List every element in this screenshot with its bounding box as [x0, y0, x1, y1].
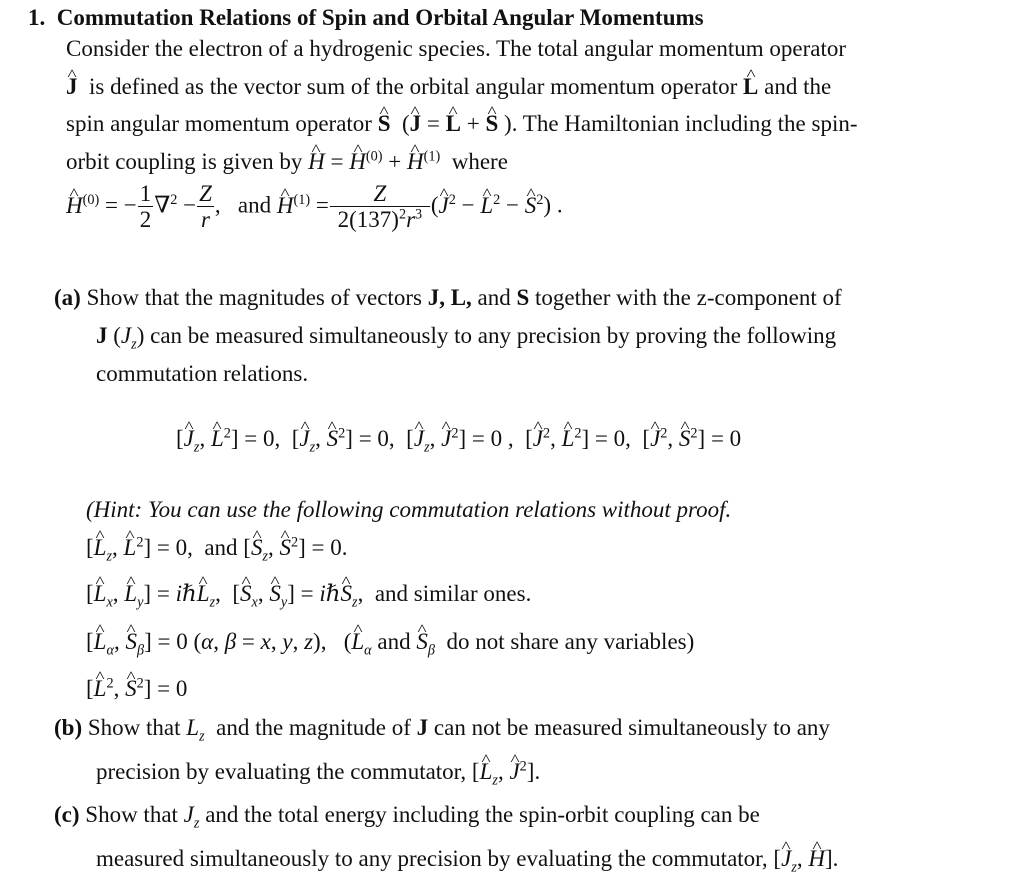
problem-heading	[28, 6, 704, 29]
part-c-line-2: measured simultaneously to any precision by evaluating the commutator, [^ $J_z$, ^ H].	[96, 847, 838, 870]
intro-line-2: ^ J is defined as the vector sum of the orbital angular momentum operator ^ L and the	[66, 75, 831, 98]
hint-line-2: [^ $L_z$, ^ $L^2] = 0$, and [^ $S_z$, ^ $S^2] = 0$.	[86, 536, 348, 559]
hint-line-4: [^ $L_\alpha$, ^ $S_\beta] = 0$ (α, β = x, y, z), (^ $L_\alpha$ and ^ $S_\beta$ do not share any variables)	[86, 630, 694, 653]
problem-number: 1.	[28, 5, 46, 30]
intro-line-4: orbit coupling is given by ^ H = ^ $H^{(0)}$ + ^ $H^{(1)}$ where	[66, 150, 508, 173]
part-a-commutators: [^ $J_z$, ^ $L^2] = 0$, [^ $J_z$, ^ $S^2] = 0$, [^ $J_z$, ^ $J^2] = 0$ , [^ $J^2$, ^ $L^2] = 0$, [^ $J^2$, ^ $S^2] = 0$	[176, 427, 741, 450]
problem-title: Commutation Relations of Spin and Orbital Angular Momentums	[56, 5, 704, 30]
part-b-line-2: precision by evaluating the commutator, [^ $L_z$, ^ $J^2$].	[96, 760, 540, 783]
intro-line-1: Consider the electron of a hydrogenic species. The total angular momentum operator	[66, 36, 847, 61]
hint-line-3: [^ $L_x$, ^ $L_y$] = iℏ^ $L_z$, [^ $S_x$, ^ $S_y$] = iℏ^ $S_z$, and similar ones.	[86, 582, 531, 605]
part-b-line-1: (b) Show that $L_z$ and the magnitude of J can not be measured simultaneously to any	[54, 715, 830, 745]
part-c-line-1: (c) Show that $J_z$ and the total energy including the spin-orbit coupling can be	[54, 802, 760, 832]
hint-line-5: [^ $L^2$, ^ $S^2] = 0$	[86, 677, 187, 700]
part-a-line-2: J $(J_z)$ can be measured simultaneously to any precision by proving the following	[96, 323, 837, 353]
hint-line-1: (Hint: You can use the following commutation relations without proof.	[86, 497, 732, 522]
part-a-line-3: commutation relations.	[96, 361, 309, 386]
hamiltonian-equation: ^ $H^{(0)}$ = − $\frac{1}{2}$ ∇$^2$ − $\frac{Z}{r}$ , and ^ $H^{(1)}$ = $\frac{Z}{2(137)^2r^3}$ (^ $J^2$ − ^ $L^2$ − ^ $S^2$) .	[66, 182, 563, 232]
intro-line-3: spin angular momentum operator ^ S (^ J = ^ L + ^ S ). The Hamiltonian including the spin-	[66, 112, 858, 135]
part-a-line-1: (a) Show that the magnitudes of vectors J, L, and S together with the z-component of	[54, 285, 842, 310]
